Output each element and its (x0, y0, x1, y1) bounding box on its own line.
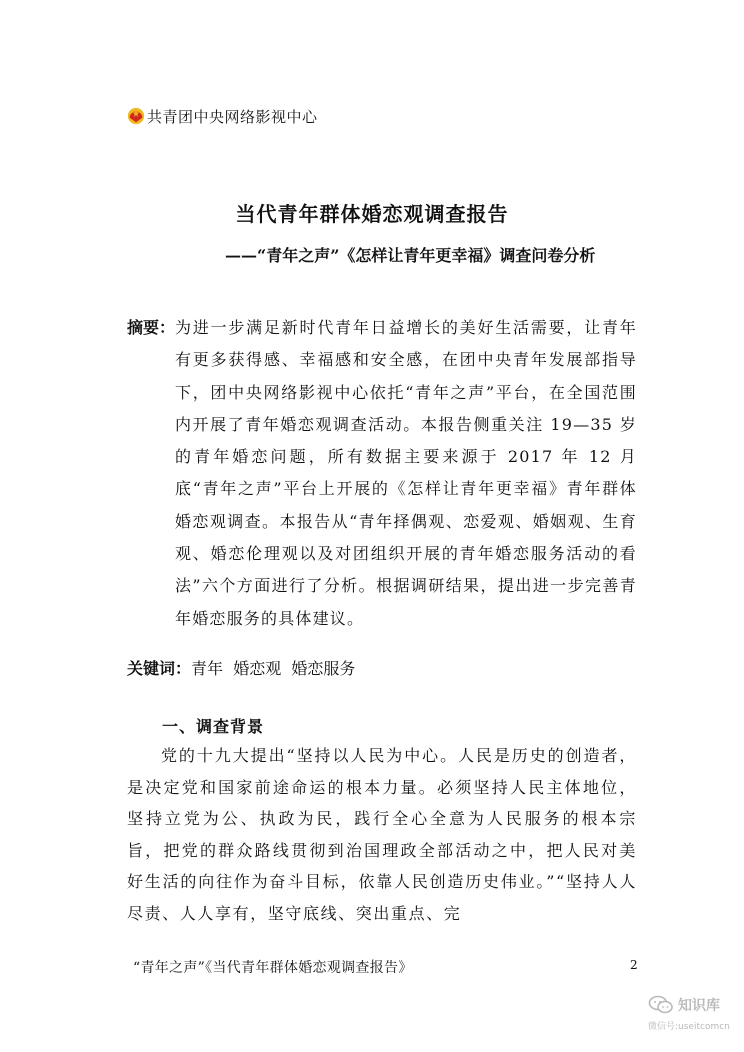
watermark-brand: 知识库 (678, 998, 720, 1014)
keyword-item: 青年 (191, 659, 224, 678)
footer-text: “青年之声”《当代青年群体婚恋观调查报告》 (133, 960, 413, 976)
abstract-block (127, 312, 637, 635)
section-heading: 一、调查背景 (162, 717, 265, 736)
keywords-line (127, 654, 355, 684)
keyword-item: 婚恋观 (233, 659, 282, 678)
report-title: 当代青年群体婚恋观调查报告 (235, 202, 509, 226)
page-number: 2 (630, 958, 638, 972)
header-org-name: 共青团中央网络影视中心 (147, 107, 318, 126)
abstract-text: 为进一步满足新时代青年日益增长的美好生活需要，让青年有更多获得感、幸福感和安全感，在团中央青年发展部指导下，团中央网络影视中心依托“青年之声”平台，在全国范围内开展了青年婚恋观调查活动。本报告侧重关注 19—35 岁的青年婚恋问题，所有数据主要来源于 2017 年 12 月底“青年之声”平台上开展的《怎样让青年更幸福》青年群体婚恋观调查。本报告从“青年择偶观、恋爱观、婚姻观、生育观、婚恋伦理观以及对团组织开展的青年婚恋服务活动的看法”六个方面进行了分析。根据调研结果，提出进一步完善青年婚恋服务的具体建议。 (175, 318, 637, 628)
watermark-account: 微信号:useitcomcn (648, 1022, 730, 1032)
wechat-icon (648, 995, 674, 1015)
keywords-label: 关键词： (127, 659, 192, 678)
youth-league-emblem-icon (127, 107, 145, 125)
body-paragraph: 党的十九大提出“坚持以人民为中心。人民是历史的创造者，是决定党和国家前途命运的根本力量。必须坚持人民主体地位，坚持立党为公、执政为民，践行全心全意为人民服务的根本宗旨，把党的群众路线贯彻到治国理政全部活动之中，把人民对美好生活的向往作为奋斗目标，依靠人民创造历史伟业。”“坚持人人尽责、人人享有，坚守底线、突出重点、完 (127, 746, 637, 923)
abstract-label: 摘要： (127, 318, 176, 337)
keyword-item: 婚恋服务 (291, 659, 356, 678)
page-header (127, 105, 318, 127)
report-subtitle: ——“青年之声”《怎样让青年更幸福》调查问卷分析 (225, 246, 596, 265)
watermark (648, 995, 740, 1045)
